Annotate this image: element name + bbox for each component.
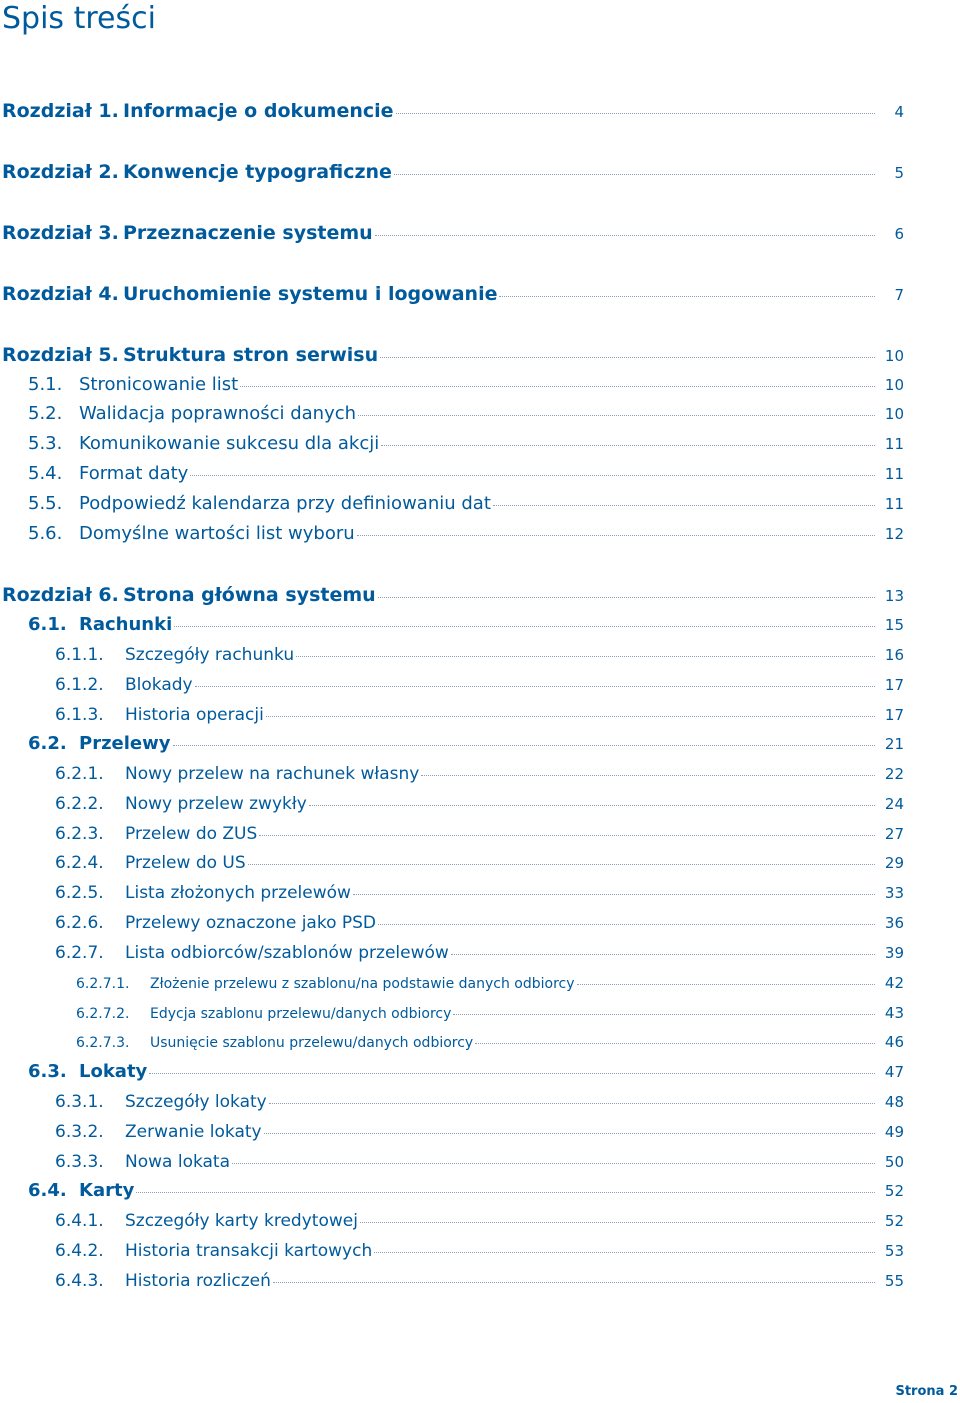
- dot-leader: [475, 1043, 875, 1044]
- toc-entry-number: 6.3.3.: [55, 1152, 104, 1172]
- toc-entry-6-1[interactable]: [0, 614, 904, 635]
- toc-entry-title: Przelewy oznaczone jako PSD: [125, 913, 377, 933]
- page-title: Spis treści: [2, 1, 156, 36]
- dot-leader: [296, 656, 875, 657]
- dot-leader: [378, 597, 875, 598]
- dot-leader: [396, 113, 875, 114]
- toc-entry-number: Rozdział 2.: [2, 161, 119, 183]
- toc-entry-number: 5.3.: [28, 433, 63, 454]
- toc-entry-6-2-7[interactable]: [0, 943, 904, 963]
- toc-entry-title: Format daty: [79, 463, 189, 484]
- toc-entry-number: Rozdział 1.: [2, 100, 119, 122]
- toc-entry-number: 6.2.5.: [55, 883, 104, 903]
- toc-entry-title: Rachunki: [79, 614, 173, 635]
- dot-leader: [499, 296, 875, 297]
- toc-entry-title: Informacje o dokumencie: [123, 100, 394, 122]
- toc-entry-chapter-5[interactable]: [0, 344, 904, 366]
- toc-entry-number: 6.2.7.1.: [76, 976, 130, 992]
- toc-entry-page: 39: [884, 944, 904, 962]
- dot-leader: [451, 954, 875, 955]
- toc-entry-page: 36: [884, 914, 904, 932]
- toc-entry-title: Blokady: [125, 675, 193, 695]
- toc-entry-page: 42: [884, 974, 904, 992]
- toc-entry-title: Przelewy: [79, 733, 171, 754]
- dot-leader: [269, 1103, 875, 1104]
- toc-entry-title: Lista złożonych przelewów: [125, 883, 351, 903]
- toc-entry-number: 6.1.2.: [55, 675, 104, 695]
- dot-leader: [264, 1133, 875, 1134]
- toc-entry-page: 10: [884, 376, 904, 394]
- toc-entry-number: 6.3.1.: [55, 1092, 104, 1112]
- toc-entry-page: 22: [884, 765, 904, 783]
- toc-entry-page: 11: [884, 495, 904, 513]
- toc-entry-number: 6.2.2.: [55, 794, 104, 814]
- toc-entry-6-4[interactable]: [0, 1180, 904, 1201]
- toc-entry-page: 46: [884, 1033, 904, 1051]
- toc-entry-6-2[interactable]: [0, 733, 904, 754]
- dot-leader: [309, 805, 875, 806]
- toc-entry-title: Karty: [79, 1180, 135, 1201]
- toc-entry-page: 29: [884, 854, 904, 872]
- toc-entry-6-2-5[interactable]: [0, 883, 904, 903]
- toc-entry-6-1-2[interactable]: [0, 675, 904, 695]
- toc-entry-title: Strona główna systemu: [123, 584, 376, 606]
- toc-entry-page: 43: [884, 1004, 904, 1022]
- toc-entry-title: Konwencje typograficzne: [123, 161, 392, 183]
- toc-entry-page: 55: [884, 1272, 904, 1290]
- toc-entry-5-6[interactable]: [0, 523, 904, 544]
- toc-entry-number: 6.2.3.: [55, 824, 104, 844]
- toc-entry-6-3-3[interactable]: [0, 1152, 904, 1172]
- toc-entry-title: Walidacja poprawności danych: [79, 403, 357, 424]
- toc-entry-number: 6.2.7.2.: [76, 1006, 130, 1022]
- toc-entry-title: Stronicowanie list: [79, 374, 239, 395]
- toc-entry-page: 27: [884, 825, 904, 843]
- toc-entry-number: 6.2.7.: [55, 943, 104, 963]
- toc-entry-number: 6.1.: [28, 614, 67, 635]
- toc-entry-title: Przeznaczenie systemu: [123, 222, 373, 244]
- dot-leader: [378, 924, 875, 925]
- toc-entry-chapter-3[interactable]: [0, 222, 904, 244]
- dot-leader: [248, 864, 875, 865]
- toc-entry-page: 4: [894, 103, 904, 121]
- toc-entry-6-2-7-1[interactable]: [0, 974, 904, 992]
- toc-entry-chapter-1[interactable]: [0, 100, 904, 122]
- toc-entry-title: Przelew do US: [125, 853, 246, 873]
- toc-entry-6-2-4[interactable]: [0, 853, 904, 873]
- toc-entry-page: 5: [894, 164, 904, 182]
- dot-leader: [577, 984, 875, 985]
- toc-entry-number: 5.4.: [28, 463, 63, 484]
- dot-leader: [174, 626, 875, 627]
- toc-entry-title: Historia operacji: [125, 705, 264, 725]
- toc-entry-number: Rozdział 4.: [2, 283, 119, 305]
- toc-entry-title: Komunikowanie sukcesu dla akcji: [79, 433, 380, 454]
- toc-entry-6-2-6[interactable]: [0, 913, 904, 933]
- dot-leader: [360, 1222, 875, 1223]
- toc-entry-number: 6.1.3.: [55, 705, 104, 725]
- toc-entry-page: 52: [884, 1212, 904, 1230]
- dot-leader: [493, 505, 875, 506]
- toc-entry-6-2-1[interactable]: [0, 764, 904, 784]
- dot-leader: [381, 445, 875, 446]
- toc-entry-page: 24: [884, 795, 904, 813]
- page-footer: Strona 2: [895, 1384, 958, 1399]
- toc-entry-number: Rozdział 6.: [2, 584, 119, 606]
- dot-leader: [240, 386, 875, 387]
- toc-entry-title: Szczegóły karty kredytowej: [125, 1211, 358, 1231]
- toc-entry-number: 6.2.4.: [55, 853, 104, 873]
- toc-entry-number: 6.4.3.: [55, 1271, 104, 1291]
- toc-entry-title: Szczegóły rachunku: [125, 645, 295, 665]
- toc-entry-title: Edycja szablonu przelewu/danych odbiorcy: [150, 1006, 452, 1022]
- toc-entry-chapter-2[interactable]: [0, 161, 904, 183]
- toc-entry-number: 6.2.7.3.: [76, 1035, 130, 1051]
- toc-entry-title: Nowy przelew zwykły: [125, 794, 307, 814]
- dot-leader: [173, 745, 876, 746]
- toc-entry-number: 5.5.: [28, 493, 63, 514]
- dot-leader: [195, 686, 875, 687]
- toc-entry-6-2-7-3[interactable]: [0, 1033, 904, 1051]
- dot-leader: [374, 1252, 875, 1253]
- toc-entry-title: Lista odbiorców/szablonów przelewów: [125, 943, 449, 963]
- toc-entry-number: 5.1.: [28, 374, 63, 395]
- toc-entry-page: 6: [894, 225, 904, 243]
- toc-entry-number: 5.2.: [28, 403, 63, 424]
- toc-entry-title: Złożenie przelewu z szablonu/na podstawie danych odbiorcy: [150, 976, 575, 992]
- toc-entry-page: 17: [884, 676, 904, 694]
- toc-entry-number: 6.2.: [28, 733, 67, 754]
- toc-entry-title: Historia rozliczeń: [125, 1271, 271, 1291]
- toc-entry-number: 6.4.1.: [55, 1211, 104, 1231]
- toc-entry-title: Usunięcie szablonu przelewu/danych odbiorcy: [150, 1035, 474, 1051]
- toc-entry-title: Domyślne wartości list wyboru: [79, 523, 355, 544]
- toc-entry-number: 6.4.: [28, 1180, 67, 1201]
- toc-entry-title: Podpowiedź kalendarza przy definiowaniu dat: [79, 493, 491, 514]
- toc-entry-6-3[interactable]: [0, 1061, 904, 1082]
- dot-leader: [394, 174, 875, 175]
- toc-entry-page: 15: [884, 616, 904, 634]
- toc-entry-title: Przelew do ZUS: [125, 824, 258, 844]
- dot-leader: [273, 1282, 875, 1283]
- toc-entry-6-2-3[interactable]: [0, 824, 904, 844]
- toc-entry-title: Historia transakcji kartowych: [125, 1241, 373, 1261]
- toc-entry-6-3-1[interactable]: [0, 1092, 904, 1112]
- dot-leader: [421, 775, 875, 776]
- toc-entry-6-1-1[interactable]: [0, 645, 904, 665]
- dot-leader: [149, 1073, 875, 1074]
- toc-entry-title: Nowy przelew na rachunek własny: [125, 764, 420, 784]
- dot-leader: [375, 235, 875, 236]
- toc-entry-number: Rozdział 3.: [2, 222, 119, 244]
- toc-entry-title: Uruchomienie systemu i logowanie: [123, 283, 498, 305]
- toc-entry-page: 12: [884, 525, 904, 543]
- dot-leader: [453, 1014, 875, 1015]
- toc-entry-title: Struktura stron serwisu: [123, 344, 379, 366]
- toc-entry-5-5[interactable]: [0, 493, 904, 514]
- toc-entry-6-4-1[interactable]: [0, 1211, 904, 1231]
- toc-entry-chapter-4[interactable]: [0, 283, 904, 305]
- toc-entry-5-2[interactable]: [0, 403, 904, 424]
- toc-entry-number: 6.1.1.: [55, 645, 104, 665]
- toc-entry-number: 6.4.2.: [55, 1241, 104, 1261]
- toc-entry-page: 7: [894, 286, 904, 304]
- dot-leader: [380, 357, 875, 358]
- toc-entry-6-4-2[interactable]: [0, 1241, 904, 1261]
- toc-entry-6-3-2[interactable]: [0, 1122, 904, 1142]
- toc-entry-5-4[interactable]: [0, 463, 904, 484]
- toc-entry-page: 49: [884, 1123, 904, 1141]
- dot-leader: [259, 835, 875, 836]
- toc-entry-page: 52: [884, 1182, 904, 1200]
- toc-entry-number: 6.2.6.: [55, 913, 104, 933]
- dot-leader: [358, 415, 875, 416]
- toc-entry-page: 13: [884, 587, 904, 605]
- dot-leader: [232, 1163, 875, 1164]
- dot-leader: [353, 894, 875, 895]
- toc-entry-6-4-3[interactable]: [0, 1271, 904, 1291]
- toc-entry-6-1-3[interactable]: [0, 705, 904, 725]
- toc-entry-number: Rozdział 5.: [2, 344, 119, 366]
- dot-leader: [266, 716, 875, 717]
- toc-entry-page: 48: [884, 1093, 904, 1111]
- toc-entry-number: 5.6.: [28, 523, 63, 544]
- toc-entry-number: 6.3.: [28, 1061, 67, 1082]
- toc-entry-title: Nowa lokata: [125, 1152, 231, 1172]
- toc-entry-page: 10: [884, 347, 904, 365]
- dot-leader: [190, 475, 875, 476]
- toc-entry-page: 16: [884, 646, 904, 664]
- toc-entry-page: 53: [884, 1242, 904, 1260]
- dot-leader: [136, 1192, 875, 1193]
- toc-entry-page: 47: [884, 1063, 904, 1081]
- toc-entry-chapter-6[interactable]: [0, 584, 904, 606]
- dot-leader: [357, 535, 875, 536]
- toc-entry-5-1[interactable]: [0, 374, 904, 395]
- toc-entry-page: 11: [884, 435, 904, 453]
- toc-entry-page: 21: [884, 735, 904, 753]
- toc-entry-page: 17: [884, 706, 904, 724]
- toc-entry-title: Lokaty: [79, 1061, 148, 1082]
- toc-entry-number: 6.2.1.: [55, 764, 104, 784]
- toc-entry-6-2-7-2[interactable]: [0, 1004, 904, 1022]
- toc-entry-page: 33: [884, 884, 904, 902]
- toc-entry-5-3[interactable]: [0, 433, 904, 454]
- toc-entry-page: 10: [884, 405, 904, 423]
- toc-entry-number: 6.3.2.: [55, 1122, 104, 1142]
- toc-entry-page: 11: [884, 465, 904, 483]
- toc-entry-title: Szczegóły lokaty: [125, 1092, 267, 1112]
- toc-entry-6-2-2[interactable]: [0, 794, 904, 814]
- toc-entry-title: Zerwanie lokaty: [125, 1122, 262, 1142]
- toc-entry-page: 50: [884, 1153, 904, 1171]
